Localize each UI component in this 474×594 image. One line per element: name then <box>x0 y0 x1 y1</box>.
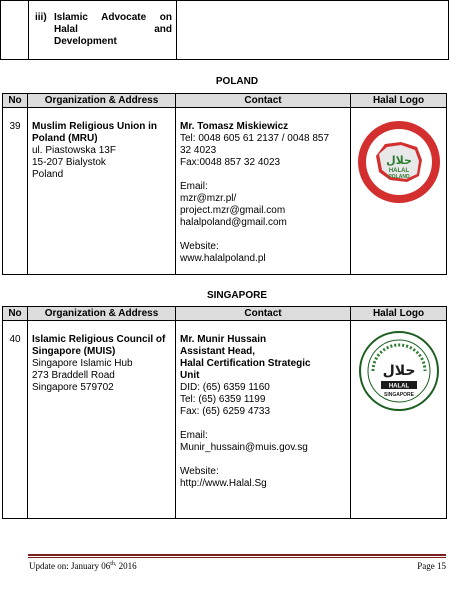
update-prefix: Update on: January 06 <box>29 561 111 571</box>
org-name-line-2: Poland (MRU) <box>32 133 98 144</box>
address-line-1: Singapore Islamic Hub <box>32 358 133 369</box>
fax-line: Fax: (65) 6259 4733 <box>180 406 271 417</box>
row-number: 40 <box>3 321 28 519</box>
header-contact: Contact <box>176 307 351 321</box>
email-2[interactable]: project.mzr@gmail.com <box>180 205 286 216</box>
continuation-contact-cell <box>177 1 449 60</box>
header-contact: Contact <box>176 94 351 108</box>
logo-arabic-text: حلال <box>385 154 412 167</box>
tel-line-1: Tel: 0048 605 61 2137 / 0048 857 <box>180 133 330 144</box>
continuation-line-2: Halal and <box>54 24 172 35</box>
org-name-line-2: Singapore (MUIS) <box>32 346 116 357</box>
email-1[interactable]: Munir_hussain@muis.gov.sg <box>180 442 308 453</box>
header-no: No <box>3 307 28 321</box>
update-year: 2016 <box>116 561 137 571</box>
org-cell <box>28 108 176 275</box>
continuation-line-1: Islamic Advocate on <box>54 12 172 23</box>
header-logo: Halal Logo <box>351 94 447 108</box>
footer-rule <box>28 554 446 556</box>
contact-name: Mr. Munir Hussain <box>180 334 267 345</box>
email-label: Email: <box>180 181 208 192</box>
logo-halal-text: HALAL <box>388 383 409 390</box>
website-link[interactable]: http://www.Halal.Sg <box>180 478 267 489</box>
footer-rule-thin <box>28 557 446 558</box>
address-line-3: Poland <box>32 169 64 180</box>
logo-country-text: SINGAPORE <box>383 392 414 398</box>
website-label: Website: <box>180 466 219 477</box>
header-logo: Halal Logo <box>351 307 447 321</box>
contact-title-2: Halal Certification Strategic <box>180 358 311 369</box>
table-header-row <box>3 307 447 321</box>
address-line-1: ul. Piastowska 13F <box>32 145 116 156</box>
table-row <box>3 321 447 519</box>
continuation-table <box>0 0 449 60</box>
email-3[interactable]: halalpoland@gmail.com <box>180 217 287 228</box>
header-no: No <box>3 94 28 108</box>
row-number: 39 <box>3 108 28 275</box>
continuation-number: iii) <box>35 12 47 23</box>
tel-line-2: 32 4023 <box>180 145 217 156</box>
halal-poland-logo <box>357 120 441 204</box>
tel-line: Tel: (65) 6359 1199 <box>180 394 266 405</box>
org-cell <box>28 321 176 519</box>
org-name-line-1: Islamic Religious Council of <box>32 334 166 345</box>
contact-cell <box>176 108 351 275</box>
header-org: Organization & Address <box>28 307 176 321</box>
country-heading-poland: POLAND <box>215 76 259 87</box>
org-name-line-1: Muslim Religious Union in <box>32 121 157 132</box>
table-row <box>3 108 447 275</box>
table-header-row <box>3 94 447 108</box>
email-1[interactable]: mzr@mzr.pl/ <box>180 193 237 204</box>
website-label: Website: <box>180 241 219 252</box>
header-org: Organization & Address <box>28 94 176 108</box>
address-line-2: 273 Braddell Road <box>32 370 115 381</box>
singapore-table <box>2 306 447 519</box>
continuation-org-cell <box>29 1 177 60</box>
logo-arabic-text: حلال <box>382 363 415 379</box>
address-line-3: Singapore 579702 <box>32 382 114 393</box>
continuation-empty-cell <box>1 1 29 60</box>
contact-name: Mr. Tomasz Miskiewicz <box>180 121 289 132</box>
logo-halal-text: HALAL <box>388 168 409 174</box>
poland-table <box>2 93 447 275</box>
fax-line: Fax:0048 857 32 4023 <box>180 157 281 168</box>
website-link[interactable]: www.halalpoland.pl <box>180 253 266 264</box>
country-heading-singapore: SINGAPORE <box>206 290 267 301</box>
halal-singapore-logo <box>359 331 439 411</box>
logo-country-text: POLAND <box>387 174 410 180</box>
footer-update-date <box>29 561 137 571</box>
page-number: Page 15 <box>417 561 446 571</box>
logo-cell <box>351 321 447 519</box>
contact-title-1: Assistant Head, <box>180 346 256 357</box>
email-label: Email: <box>180 430 208 441</box>
address-line-2: 15-207 Bialystok <box>32 157 106 168</box>
logo-cell <box>351 108 447 275</box>
did-line: DID: (65) 6359 1160 <box>180 382 270 393</box>
contact-title-3: Unit <box>180 370 200 381</box>
continuation-line-3: Development <box>54 36 117 47</box>
update-suffix: th, <box>110 561 117 567</box>
contact-cell <box>176 321 351 519</box>
